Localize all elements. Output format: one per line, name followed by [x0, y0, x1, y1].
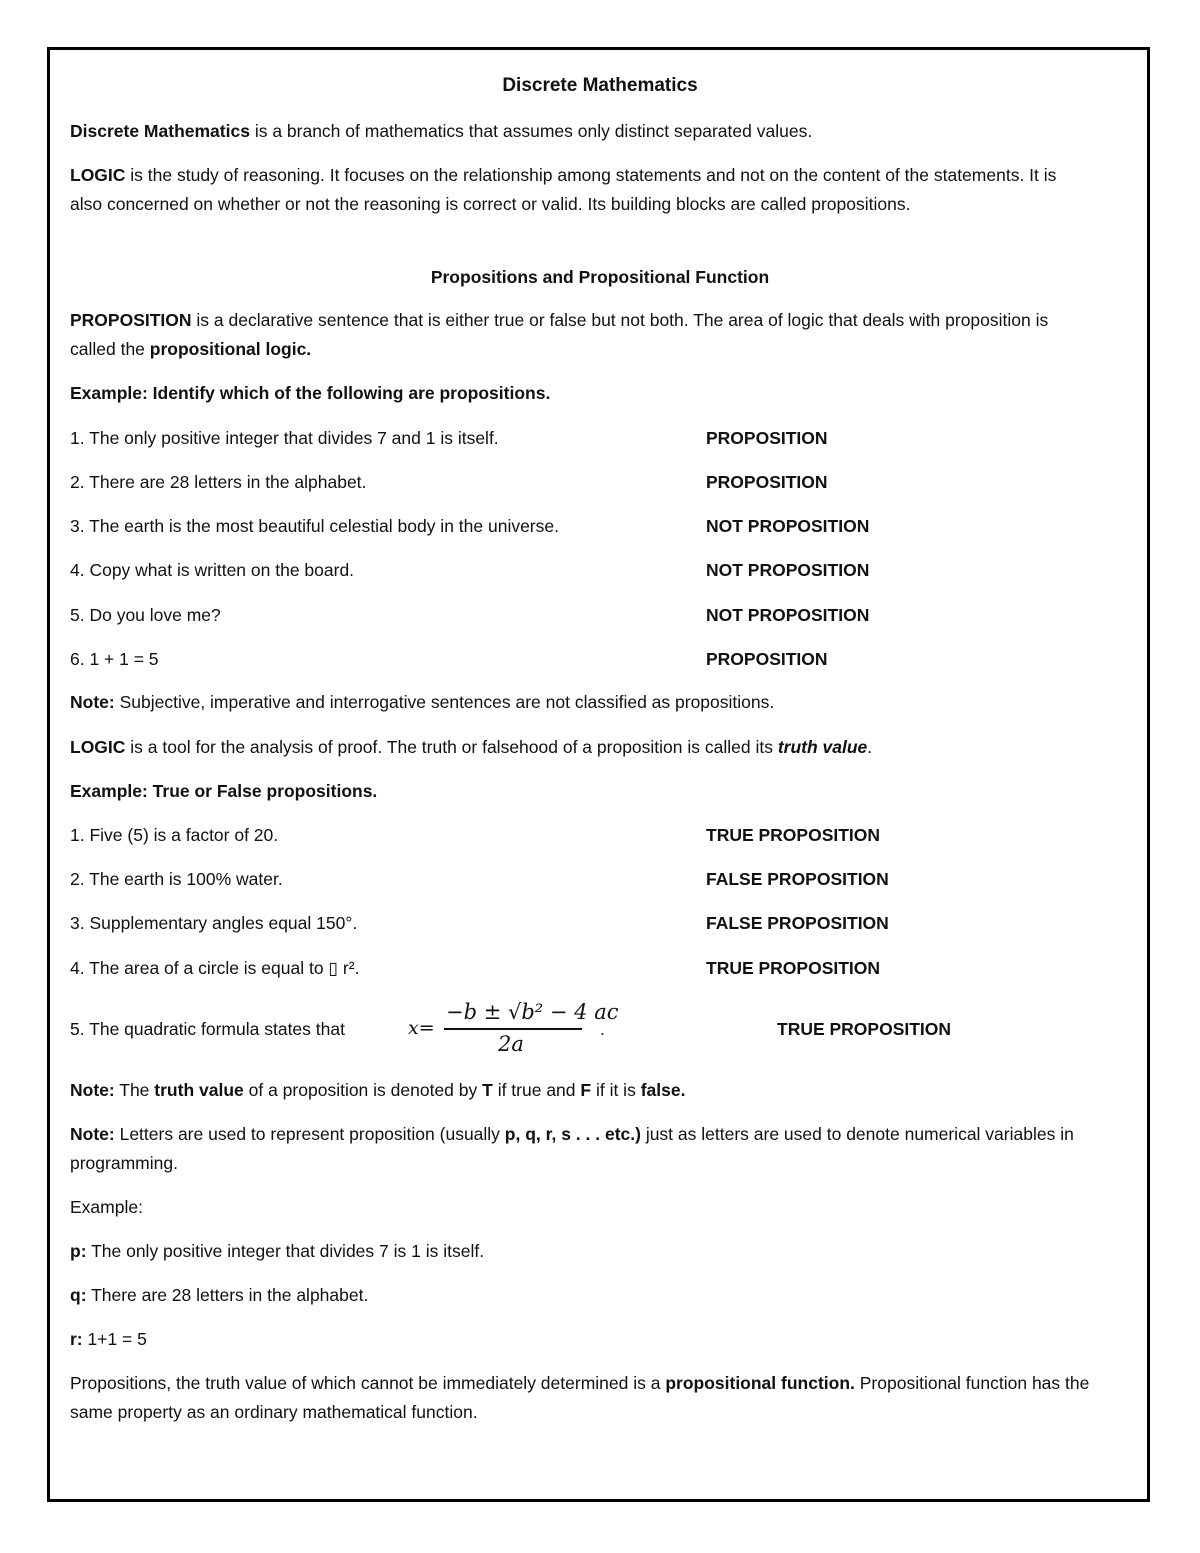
- example2-label: TRUE PROPOSITION: [706, 825, 881, 845]
- example2-item: 3. Supplementary angles equal 150°.: [70, 913, 358, 933]
- quadratic-formula: [406, 996, 619, 1060]
- example1-label: PROPOSITION: [706, 472, 828, 492]
- example1-item: 3. The earth is the most beautiful celestial body in the universe.: [70, 516, 559, 536]
- section-heading: Propositions and Propositional Function: [430, 267, 770, 287]
- logic-tool-paragraph: LOGIC is a tool for the analysis of proof. The truth or falsehood of a proposition is called its truth value.: [70, 737, 873, 757]
- example1-item: 1. The only positive integer that divides 7 and 1 is itself.: [70, 428, 499, 448]
- intro-paragraph: Discrete Mathematics is a branch of mathematics that assumes only distinct separated values.: [70, 121, 813, 141]
- example1-label: NOT PROPOSITION: [706, 605, 870, 625]
- example3-heading: Example:: [70, 1197, 143, 1217]
- example1-label: NOT PROPOSITION: [706, 560, 870, 580]
- example1-item: 5. Do you love me?: [70, 605, 221, 625]
- example2-label: FALSE PROPOSITION: [706, 869, 889, 889]
- logic-definition: LOGIC is the study of reasoning. It focuses on the relationship among statements and not on the content of the statements. It is also concerned on whether or not the reasoning is correct or valid. Its building blocks are called propositions.: [70, 165, 1057, 214]
- example2-item: 5. The quadratic formula states that: [70, 1019, 345, 1039]
- example3-item: p: The only positive integer that divides 7 is 1 is itself.: [70, 1241, 485, 1261]
- example2-item: 1. Five (5) is a factor of 20.: [70, 825, 279, 845]
- example1-item: 4. Copy what is written on the board.: [70, 560, 355, 580]
- formula-lhs: x=: [408, 1017, 435, 1039]
- example2-item: 2. The earth is 100% water.: [70, 869, 283, 889]
- example2-item: 4. The area of a circle is equal to ▯ r².: [70, 958, 360, 978]
- note-truth-value: Note: The truth value of a proposition is denoted by T if true and F if it is false.: [70, 1080, 686, 1100]
- example3-item: q: There are 28 letters in the alphabet.: [70, 1285, 369, 1305]
- page-title: Discrete Mathematics: [502, 75, 698, 96]
- proposition-definition: PROPOSITION is a declarative sentence that is either true or false but not both. The area of logic that deals with proposition is called the propositional logic.: [70, 310, 1049, 359]
- example2-heading: Example: True or False propositions.: [70, 781, 378, 801]
- formula-numerator: −b ± √b² − 4 ac: [446, 1000, 619, 1024]
- example1-heading: Example: Identify which of the following are propositions.: [70, 383, 551, 403]
- example2-label: TRUE PROPOSITION: [706, 958, 881, 978]
- formula-period: .: [600, 1019, 605, 1039]
- example1-label: NOT PROPOSITION: [706, 516, 870, 536]
- note-letters: Note: Letters are used to represent proposition (usually p, q, r, s . . . etc.) just as letters are used to denote numerical variables in programming.: [70, 1124, 1074, 1173]
- example2-label: FALSE PROPOSITION: [706, 913, 889, 933]
- example1-label: PROPOSITION: [706, 428, 828, 448]
- example1-item: 6. 1 + 1 = 5: [70, 649, 159, 669]
- formula-denominator: 2a: [498, 1032, 524, 1056]
- example1-label: PROPOSITION: [706, 649, 828, 669]
- example2-label: TRUE PROPOSITION: [777, 1019, 952, 1039]
- example3-item: r: 1+1 = 5: [70, 1329, 147, 1349]
- example1-item: 2. There are 28 letters in the alphabet.: [70, 472, 367, 492]
- note-classification: Note: Subjective, imperative and interrogative sentences are not classified as propositions.: [70, 692, 775, 712]
- closing-paragraph: Propositions, the truth value of which cannot be immediately determined is a propositional function. Propositional function has the same property as an ordinary mathematical function.: [70, 1373, 1090, 1422]
